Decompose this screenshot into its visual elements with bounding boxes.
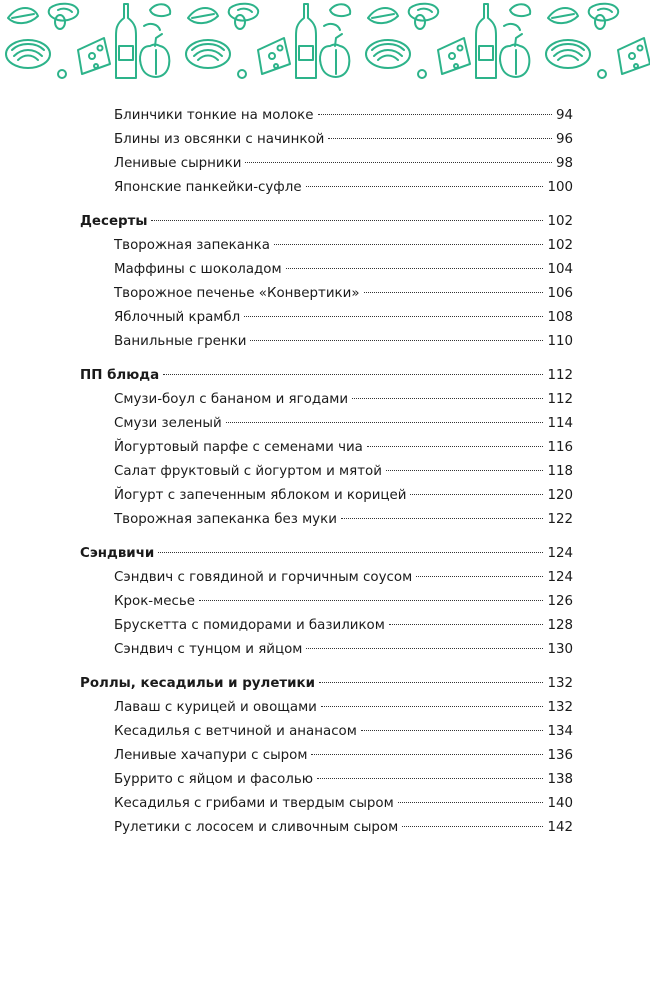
toc-entry-title: Брускетта с помидорами и базиликом xyxy=(114,618,385,633)
dot-leader xyxy=(321,705,544,707)
toc-entry-title: Крок-месье xyxy=(114,594,195,609)
toc-entry-title: Смузи зеленый xyxy=(114,416,222,431)
dot-leader xyxy=(341,517,544,519)
toc-page-number: 128 xyxy=(547,618,573,633)
toc-page-number: 142 xyxy=(547,820,573,835)
pasta-icon xyxy=(186,40,230,68)
table-of-contents xyxy=(80,104,573,840)
leaf-icon xyxy=(548,8,578,23)
toc-page-number: 136 xyxy=(547,748,573,763)
pepper-icon xyxy=(320,34,349,77)
toc-entry-title: Кесадилья с ветчиной и ананасом xyxy=(114,724,357,739)
toc-entry-title: Рулетики с лососем и сливочным сыром xyxy=(114,820,399,835)
toc-entry xyxy=(80,306,573,330)
toc-entry-title: Творожное печенье «Конвертики» xyxy=(114,286,360,301)
toc-page-number: 116 xyxy=(547,440,573,455)
dot-leader xyxy=(250,339,543,341)
toc-entry-title: Ванильные гренки xyxy=(114,334,247,349)
toc-entry xyxy=(80,590,573,614)
toc-entry xyxy=(80,330,573,354)
toc-entry-title: Творожная запеканка xyxy=(114,238,270,253)
dot-leader xyxy=(163,373,543,375)
dot-leader xyxy=(410,493,543,495)
toc-entry-title: Творожная запеканка без муки xyxy=(114,512,337,527)
food-tile xyxy=(366,4,530,78)
dot-leader xyxy=(328,137,552,139)
food-pattern-banner xyxy=(0,0,650,84)
toc-entry xyxy=(80,614,573,638)
toc-page-number: 122 xyxy=(547,512,573,527)
toc-entry xyxy=(80,460,573,484)
toc-section-title: Роллы, кесадильи и рулетики xyxy=(80,676,316,691)
pasta-icon xyxy=(6,40,50,68)
toc-page-number: 134 xyxy=(547,724,573,739)
olive-icon xyxy=(235,15,246,78)
dot-leader xyxy=(306,185,544,187)
toc-entry-title: Маффины с шоколадом xyxy=(114,262,282,277)
olive-icon xyxy=(55,15,66,78)
toc-entry-title: Сэндвич с говядиной и горчичным соусом xyxy=(114,570,413,585)
dot-leader xyxy=(286,267,544,269)
toc-section xyxy=(80,542,573,566)
leaf-icon xyxy=(368,8,398,23)
toc-page-number: 126 xyxy=(547,594,573,609)
food-pattern-illustration xyxy=(0,0,650,84)
toc-entry xyxy=(80,258,573,282)
toc-entry-title: Японские панкейки-суфле xyxy=(114,180,302,195)
bottle-icon xyxy=(476,4,496,78)
toc-page-number: 94 xyxy=(555,108,573,123)
dot-leader xyxy=(245,161,552,163)
toc-section-title: Сэндвичи xyxy=(80,546,155,561)
toc-entry xyxy=(80,412,573,436)
dot-leader xyxy=(274,243,543,245)
toc-page-number: 118 xyxy=(547,464,573,479)
toc-entry xyxy=(80,436,573,460)
toc-entry-title: Йогуртовый парфе с семенами чиа xyxy=(114,440,363,455)
toc-entry-title: Салат фруктовый с йогуртом и мятой xyxy=(114,464,382,479)
toc-section xyxy=(80,364,573,388)
toc-page-number: 114 xyxy=(547,416,573,431)
toc-entry-title: Смузи-боул с бананом и ягодами xyxy=(114,392,349,407)
toc-page-number: 130 xyxy=(547,642,573,657)
toc-entry-title: Блинчики тонкие на молоке xyxy=(114,108,314,123)
toc-page-number: 102 xyxy=(547,238,573,253)
toc-page-number: 112 xyxy=(547,368,573,383)
toc-entry xyxy=(80,128,573,152)
toc-section-title: Десерты xyxy=(80,214,148,229)
dot-leader xyxy=(398,801,544,803)
toc-entry-title: Ленивые хачапури с сыром xyxy=(114,748,308,763)
toc-entry xyxy=(80,152,573,176)
dot-leader xyxy=(226,421,544,423)
cheese-icon xyxy=(258,38,290,74)
toc-section xyxy=(80,672,573,696)
toc-entry xyxy=(80,816,573,840)
dot-leader xyxy=(361,729,544,731)
toc-page-number: 132 xyxy=(547,700,573,715)
dot-leader xyxy=(151,219,543,221)
toc-page-number: 112 xyxy=(547,392,573,407)
toc-entry-title: Буррито с яйцом и фасолью xyxy=(114,772,313,787)
food-tile xyxy=(6,4,170,78)
cheese-icon xyxy=(618,38,650,74)
pasta-icon xyxy=(366,40,410,68)
toc-entry xyxy=(80,282,573,306)
toc-page-number: 120 xyxy=(547,488,573,503)
dot-leader xyxy=(402,825,543,827)
bottle-icon xyxy=(296,4,316,78)
toc-page-number: 100 xyxy=(547,180,573,195)
cheese-icon xyxy=(438,38,470,74)
toc-entry-title: Блины из овсянки с начинкой xyxy=(114,132,325,147)
dot-leader xyxy=(416,575,543,577)
toc-entry xyxy=(80,744,573,768)
dot-leader xyxy=(306,647,543,649)
toc-entry xyxy=(80,768,573,792)
dot-leader xyxy=(317,777,543,779)
leaf-icon xyxy=(8,8,38,23)
toc-entry xyxy=(80,484,573,508)
toc-entry-title: Йогурт с запеченным яблоком и корицей xyxy=(114,488,407,503)
toc-entry-title: Ленивые сырники xyxy=(114,156,242,171)
dot-leader xyxy=(364,291,544,293)
pasta-icon xyxy=(546,40,590,68)
toc-entry-title: Кесадилья с грибами и твердым сыром xyxy=(114,796,394,811)
toc-page-number: 104 xyxy=(547,262,573,277)
toc-entry xyxy=(80,566,573,590)
toc-page-number: 138 xyxy=(547,772,573,787)
toc-entry xyxy=(80,792,573,816)
leaf-icon xyxy=(188,8,218,23)
toc-entry-title: Сэндвич с тунцом и яйцом xyxy=(114,642,303,657)
dot-leader xyxy=(158,551,543,553)
toc-page-number: 110 xyxy=(547,334,573,349)
toc-entry-title: Лаваш с курицей и овощами xyxy=(114,700,317,715)
toc-page-number: 132 xyxy=(547,676,573,691)
olive-icon xyxy=(415,15,426,78)
dot-leader xyxy=(319,681,543,683)
toc-entry xyxy=(80,508,573,532)
toc-entry xyxy=(80,388,573,412)
dot-leader xyxy=(199,599,543,601)
food-tile xyxy=(186,4,350,78)
pepper-icon xyxy=(500,34,529,77)
toc-entry xyxy=(80,104,573,128)
pepper-icon xyxy=(140,34,169,77)
dot-leader xyxy=(311,753,543,755)
toc-section xyxy=(80,210,573,234)
toc-entry xyxy=(80,234,573,258)
dot-leader xyxy=(389,623,544,625)
toc-page-number: 96 xyxy=(555,132,573,147)
dot-leader xyxy=(318,113,552,115)
dot-leader xyxy=(244,315,543,317)
food-tile xyxy=(546,4,650,78)
toc-page-number: 102 xyxy=(547,214,573,229)
toc-entry xyxy=(80,638,573,662)
toc-page-number: 98 xyxy=(555,156,573,171)
dot-leader xyxy=(367,445,544,447)
toc-page-number: 106 xyxy=(547,286,573,301)
toc-section-title: ПП блюда xyxy=(80,368,160,383)
toc-entry xyxy=(80,176,573,200)
olive-icon xyxy=(595,15,606,78)
toc-page-number: 124 xyxy=(547,546,573,561)
toc-entry-title: Яблочный крамбл xyxy=(114,310,241,325)
cheese-icon xyxy=(78,38,110,74)
toc-entry xyxy=(80,696,573,720)
dot-leader xyxy=(352,397,543,399)
bottle-icon xyxy=(116,4,136,78)
dot-leader xyxy=(386,469,544,471)
toc-page-number: 124 xyxy=(547,570,573,585)
toc-page-number: 108 xyxy=(547,310,573,325)
toc-page-number: 140 xyxy=(547,796,573,811)
toc-entry xyxy=(80,720,573,744)
